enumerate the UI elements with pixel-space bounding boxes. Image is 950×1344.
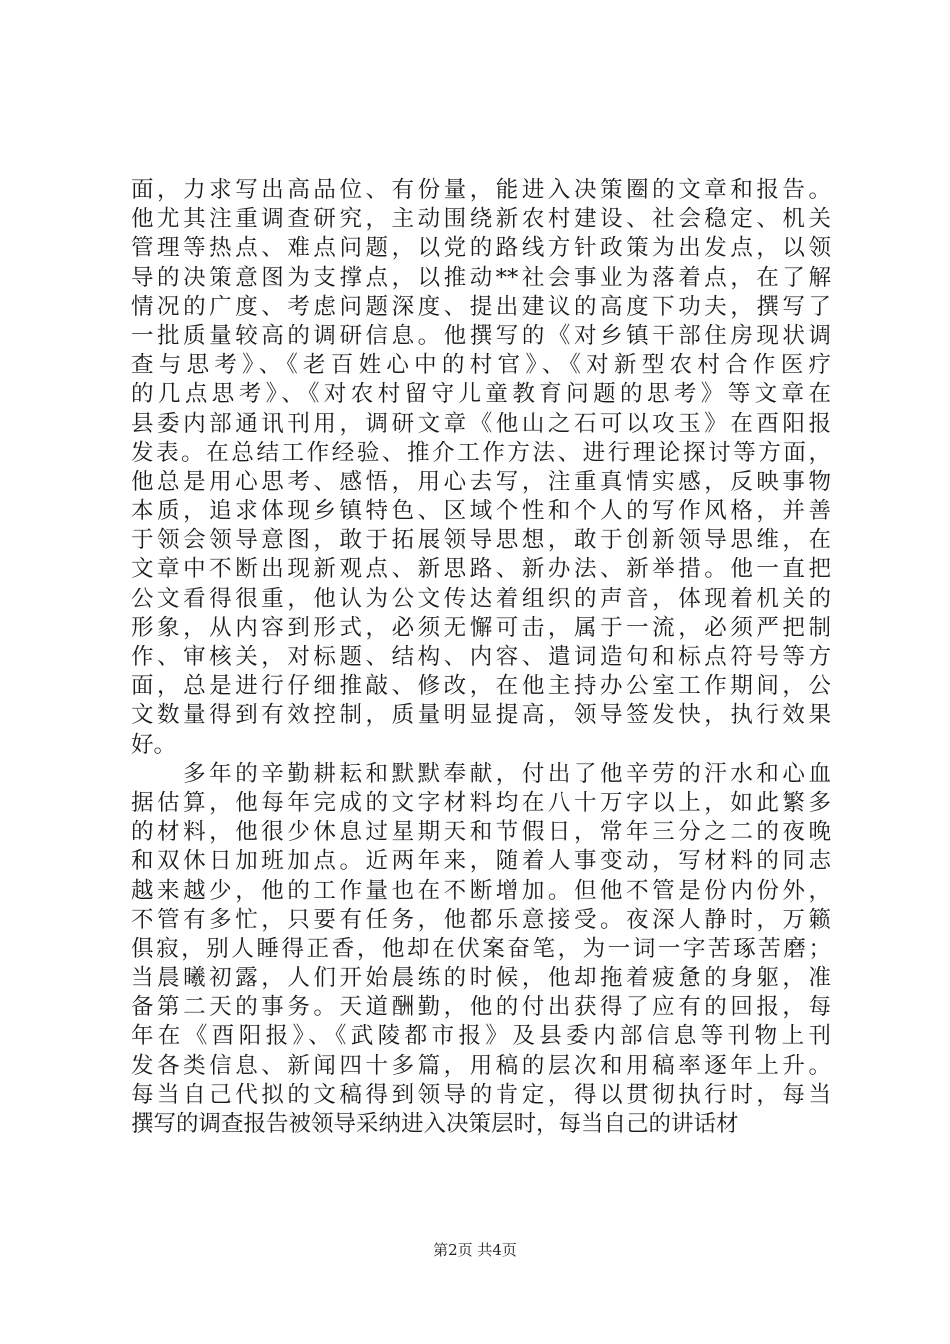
text-line: 他尤其注重调查研究，主动围绕新农村建设、社会稳定、机关: [131, 206, 831, 233]
text-line: 不管有多忙，只要有任务，他都乐意接受。夜深人静时，万籁: [131, 906, 831, 933]
text-line: 一批质量较高的调研信息。他撰写的《对乡镇干部住房现状调: [131, 322, 831, 349]
text-line: 于领会领导意图，敢于拓展领导思想，敢于创新领导思维，在: [131, 527, 831, 554]
paragraph: [131, 760, 831, 1139]
text-line: 本质，追求体现乡镇特色、区域个性和个人的写作风格，并善: [131, 498, 831, 525]
text-line: 和双休日加班加点。近两年来，随着人事变动，写材料的同志: [131, 848, 831, 875]
body-text: [131, 176, 831, 1139]
text-line: 发表。在总结工作经验、推介工作方法、进行理论探讨等方面，: [131, 439, 831, 466]
text-line: 导的决策意图为支撑点，以推动**社会事业为落着点，在了解: [131, 264, 831, 291]
text-line: 形象，从内容到形式，必须无懈可击，属于一流，必须严把制: [131, 614, 831, 641]
page-number: 第2页 共4页: [433, 1241, 517, 1259]
text-line: 俱寂，别人睡得正香，他却在伏案奋笔，为一词一字苦琢苦磨；: [131, 935, 831, 962]
text-line: 年在《酉阳报》、《武陵都市报》及县委内部信息等刊物上刊: [131, 1023, 831, 1050]
text-line: 当晨曦初露，人们开始晨练的时候，他却拖着疲惫的身躯，准: [131, 965, 831, 992]
text-line: 备第二天的事务。天道酬勤，他的付出获得了应有的回报，每: [131, 994, 831, 1021]
text-line: 文数量得到有效控制，质量明显提高，领导签发快，执行效果: [131, 702, 831, 729]
text-line: 查与思考》、《老百姓心中的村官》、《对新型农村合作医疗: [131, 352, 831, 379]
text-line: 管理等热点、难点问题，以党的路线方针政策为出发点，以领: [131, 235, 831, 262]
text-line: 好。: [131, 731, 177, 758]
text-line: 发各类信息、新闻四十多篇，用稿的层次和用稿率逐年上升。: [131, 1052, 831, 1079]
text-line: 的材料，他很少休息过星期天和节假日，常年三分之二的夜晚: [131, 819, 831, 846]
text-line: 作、审核关，对标题、结构、内容、遣词造句和标点符号等方: [131, 644, 831, 670]
page-footer: [0, 1240, 950, 1260]
text-line: 撰写的调查报告被领导采纳进入决策层时，每当自己的讲话材: [131, 1111, 739, 1137]
text-line: 县委内部通讯刊用，调研文章《他山之石可以攻玉》在酉阳报: [131, 410, 831, 437]
text-line: 每当自己代拟的文稿得到领导的肯定，得以贯彻执行时，每当: [131, 1081, 831, 1108]
text-line: 面，力求写出高品位、有份量，能进入决策圈的文章和报告。: [131, 177, 831, 203]
text-line: 据估算，他每年完成的文字材料均在八十万字以上，如此繁多: [131, 789, 831, 816]
text-line: 面，总是进行仔细推敲、修改，在他主持办公室工作期间，公: [131, 673, 831, 700]
text-line: 多年的辛勤耕耘和默默奉献，付出了他辛劳的汗水和心血: [131, 760, 831, 787]
paragraph: [131, 176, 831, 760]
text-line: 的几点思考》、《对农村留守儿童教育问题的思考》等文章在: [131, 381, 831, 408]
text-line: 越来越少，他的工作量也在不断增加。但他不管是份内份外，: [131, 877, 831, 904]
text-line: 他总是用心思考、感悟，用心去写，注重真情实感，反映事物: [131, 468, 831, 495]
text-line: 文章中不断出现新观点、新思路、新办法、新举措。他一直把: [131, 556, 831, 583]
text-line: 公文看得很重，他认为公文传达着组织的声音，体现着机关的: [131, 585, 831, 612]
text-line: 情况的广度、考虑问题深度、提出建议的高度下功夫，撰写了: [131, 293, 831, 320]
